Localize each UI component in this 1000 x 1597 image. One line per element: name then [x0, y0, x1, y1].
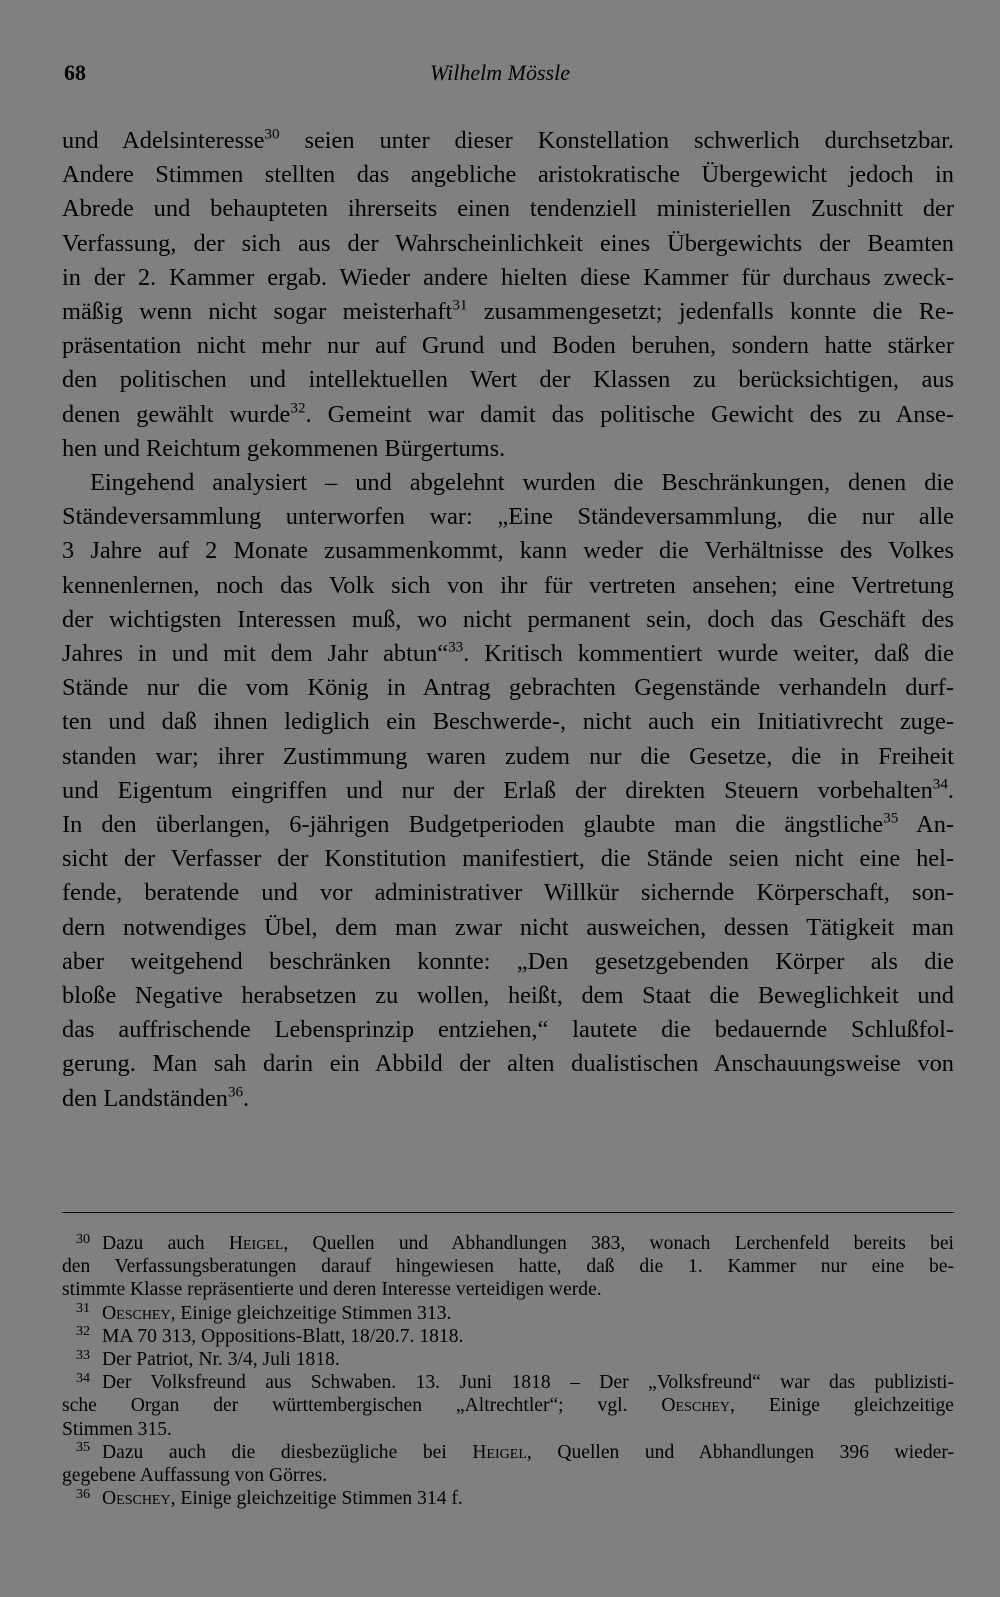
text-line: Stände nur die vom König in Antrag gebrachten Gegenstände verhandeln durf-: [62, 674, 954, 702]
text-line: in der 2. Kammer ergab. Wieder andere hielten diese Kammer für durchaus zweck-: [62, 263, 954, 291]
text-line: und Eigentum eingriffen und nur der Erlaß der direkten Steuern vorbehalten$^{34}$.: [62, 776, 954, 804]
text-line: aber weitgehend beschränken konnte: „Den gesetzgebenden Körper als die: [62, 947, 954, 975]
text-line: den politischen und intellektuellen Wert der Klassen zu berücksichtigen, aus: [62, 366, 954, 394]
text-line: gerung. Man sah darin ein Abbild der alten dualistischen Anschauungsweise von: [62, 1050, 954, 1078]
footnote-line: 32 MA 70 313, Oppositions-Blatt, 18/20.7. 1818.: [76, 1323, 464, 1347]
text-line: den Landständen$^{36}$.: [62, 1084, 250, 1112]
text-line: ten und daß ihnen lediglich ein Beschwerde-, nicht auch ein Initiativrecht zuge-: [62, 708, 954, 736]
text-line: standen war; ihrer Zustimmung waren zudem nur die Gesetze, die in Freiheit: [62, 742, 954, 770]
page-header: [64, 60, 936, 94]
text-line: hen und Reichtum gekommenen Bürgertums.: [62, 434, 506, 462]
text-line: kennenlernen, noch das Volk sich von ihr für vertreten ansehen; eine Vertretung: [62, 571, 954, 599]
text-line: Verfassung, der sich aus der Wahrscheinlichkeit eines Übergewichts der Beamten: [62, 229, 954, 257]
paragraph-2: [62, 466, 954, 1116]
footnote-line: 36 Oeschey, Einige gleichzeitige Stimmen 314 f.: [76, 1485, 463, 1510]
footnote-ref-36[interactable]: 36: [227, 1084, 244, 1101]
footnote-line: Stimmen 315.: [62, 1418, 172, 1440]
footnote-ref-31[interactable]: 31: [452, 297, 468, 314]
footnote-line: gegebene Auffassung von Görres.: [62, 1465, 328, 1487]
footnote-30: [62, 1232, 954, 1302]
page-number: 68: [64, 60, 86, 85]
footnote-line: 35 Dazu auch die diesbezügliche bei Heigel, Quellen und Abhandlungen 396 wieder-: [76, 1439, 954, 1463]
footnotes: [62, 1232, 954, 1510]
footnote-32: [62, 1325, 954, 1348]
text-line: In den überlangen, 6-jährigen Budgetperioden glaubte man die ängstliche$^{35}$ An-: [62, 810, 955, 839]
footnote-31: [62, 1302, 954, 1325]
footnote-line: stimmte Klasse repräsentierte und deren Interesse verteidigen werde.: [62, 1279, 602, 1301]
footnote-ref-34[interactable]: 34: [932, 776, 948, 793]
body-text: [62, 124, 954, 1116]
text-line: Andere Stimmen stellten das angebliche aristokratische Übergewicht jedoch in: [62, 161, 954, 189]
footnote-line: 31 Oeschey, Einige gleichzeitige Stimmen 313.: [76, 1300, 452, 1324]
footnote-ref-30[interactable]: 30: [264, 126, 280, 143]
text-line: mäßig wenn nicht sogar meisterhaft$^{31}$ zusammengesetzt; jedenfalls konnte die Re-: [62, 297, 954, 326]
text-line: Ständeversammlung unterworfen war: „Eine Ständeversammlung, die nur alle: [62, 503, 954, 531]
footnote-33: [62, 1348, 954, 1371]
text-line: und Adelsinteresse$^{30}$ seien unter dieser Konstellation schwerlich durchsetzbar.: [62, 126, 954, 154]
text-line: bloße Negative herabsetzen zu wollen, heißt, dem Staat die Beweglichkeit und: [62, 982, 954, 1010]
text-line: 3 Jahre auf 2 Monate zusammenkommt, kann weder die Verhältnisse des Volkes: [62, 537, 954, 565]
footnote-line: 30 Dazu auch Heigel, Quellen und Abhandlungen 383, wonach Lerchenfeld bereits bei: [76, 1230, 955, 1254]
text-line: fende, beratende und vor administrativer Willkür sichernde Körperschaft, son-: [62, 879, 954, 907]
text-line: Jahres in und mit dem Jahr abtun“$^{33}$. Kritisch kommentiert wurde weiter, daß die: [62, 639, 954, 668]
text-line: denen gewählt wurde$^{32}$. Gemeint war damit das politische Gewicht des zu Anse-: [62, 400, 954, 428]
text-line: das auffrischende Lebensprinzip entziehen,“ lautete die bedauernde Schlußfol-: [62, 1016, 954, 1044]
footnote-line: sche Organ der württembergischen „Altrechtler“; vgl. Oeschey, Einige gleichzeitige: [62, 1395, 954, 1417]
footnote-ref-32[interactable]: 32: [290, 400, 306, 417]
text-line: Abrede und behaupteten ihrerseits einen tendenziell ministeriellen Zuschnitt der: [62, 195, 954, 223]
footnote-ref-33[interactable]: 33: [448, 639, 464, 656]
text-line: sicht der Verfasser der Konstitution manifestiert, die Stände seien nicht eine hel-: [62, 845, 954, 873]
footnote-divider: [62, 1212, 954, 1213]
paragraph-1: [62, 124, 954, 466]
text-line: Eingehend analysiert – und abgelehnt wurden die Beschränkungen, denen die: [90, 469, 954, 497]
footnote-line: den Verfassungsberatungen darauf hingewiesen hatte, daß die 1. Kammer nur eine be-: [62, 1256, 954, 1278]
text-line: der wichtigsten Interessen muß, wo nicht permanent sein, doch das Geschäft des: [62, 605, 954, 633]
footnote-35: [62, 1441, 954, 1487]
footnote-ref-35[interactable]: 35: [883, 810, 899, 827]
text-line: präsentation nicht mehr nur auf Grund und Boden beruhen, sondern hatte stärker: [62, 332, 954, 360]
running-head: Wilhelm Mössle: [430, 60, 570, 85]
text-line: dern notwendiges Übel, dem man zwar nicht ausweichen, dessen Tätigkeit man: [62, 913, 954, 941]
footnote-line: 33 Der Patriot, Nr. 3/4, Juli 1818.: [76, 1346, 340, 1371]
footnote-line: 34 Der Volksfreund aus Schwaben. 13. Juni 1818 – Der „Volksfreund“ war das publizisti-: [76, 1369, 954, 1394]
footnote-34: [62, 1371, 954, 1441]
footnote-36: [62, 1487, 954, 1510]
